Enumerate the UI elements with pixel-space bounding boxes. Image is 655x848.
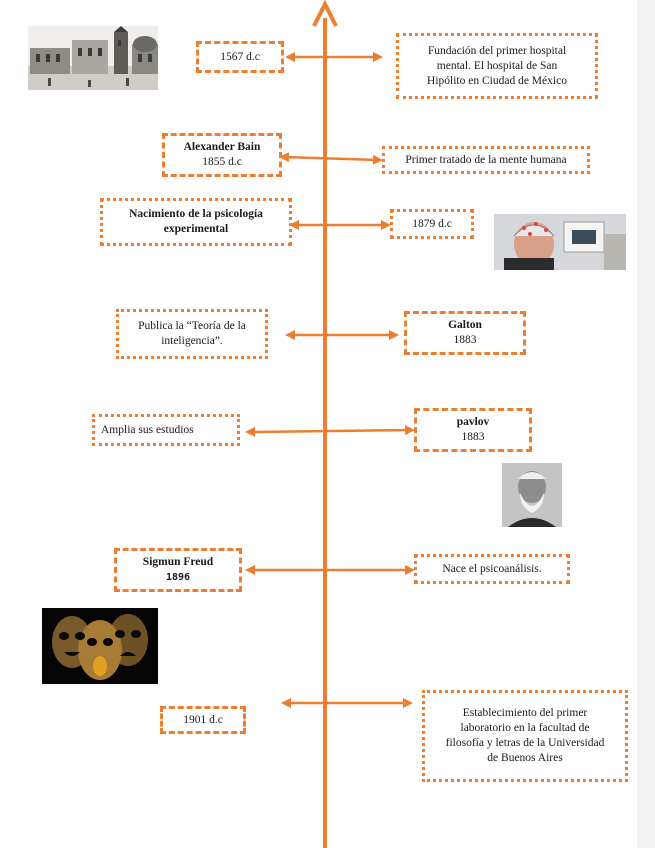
event-7-description: Establecimiento del primer laboratorio en la facultad de filosofía y letras de la Universidad de Buenos Aires [422, 690, 628, 782]
event-2-description: Primer tratado de la mente humana [382, 146, 590, 174]
connector-5 [250, 430, 410, 432]
theater-masks-image [42, 608, 158, 684]
event-3-date: 1879 d.c [390, 209, 474, 239]
eeg-lab-drawing [494, 214, 626, 270]
theater-masks-drawing [42, 608, 158, 684]
event-2-person: Alexander Bain 1855 d.c [162, 133, 282, 177]
eeg-lab-image [494, 214, 626, 270]
event-6-description: Nace el psicoanálisis. [414, 554, 570, 584]
hospital-engraving-image [28, 26, 158, 90]
event-5-person: pavlov 1883 [414, 408, 532, 452]
hospital-engraving-drawing [28, 26, 158, 90]
pavlov-portrait-drawing [502, 463, 562, 527]
event-3-description: Nacimiento de la psicología experimental [100, 198, 292, 246]
event-1-description: Fundación del primer hospital mental. El hospital de San Hipólito en Ciudad de México [396, 33, 598, 99]
event-4-person: Galton 1883 [404, 311, 526, 355]
event-4-description: Publica la “Teoría de la inteligencia”. [116, 309, 268, 359]
event-7-date: 1901 d.c [160, 706, 246, 734]
event-5-description: Amplia sus estudios [92, 414, 240, 446]
pavlov-portrait-image [502, 463, 562, 527]
event-6-person: Sigmun Freud 1896 [114, 548, 242, 592]
connector-2 [284, 157, 378, 160]
event-1-date: 1567 d.c [196, 41, 284, 73]
